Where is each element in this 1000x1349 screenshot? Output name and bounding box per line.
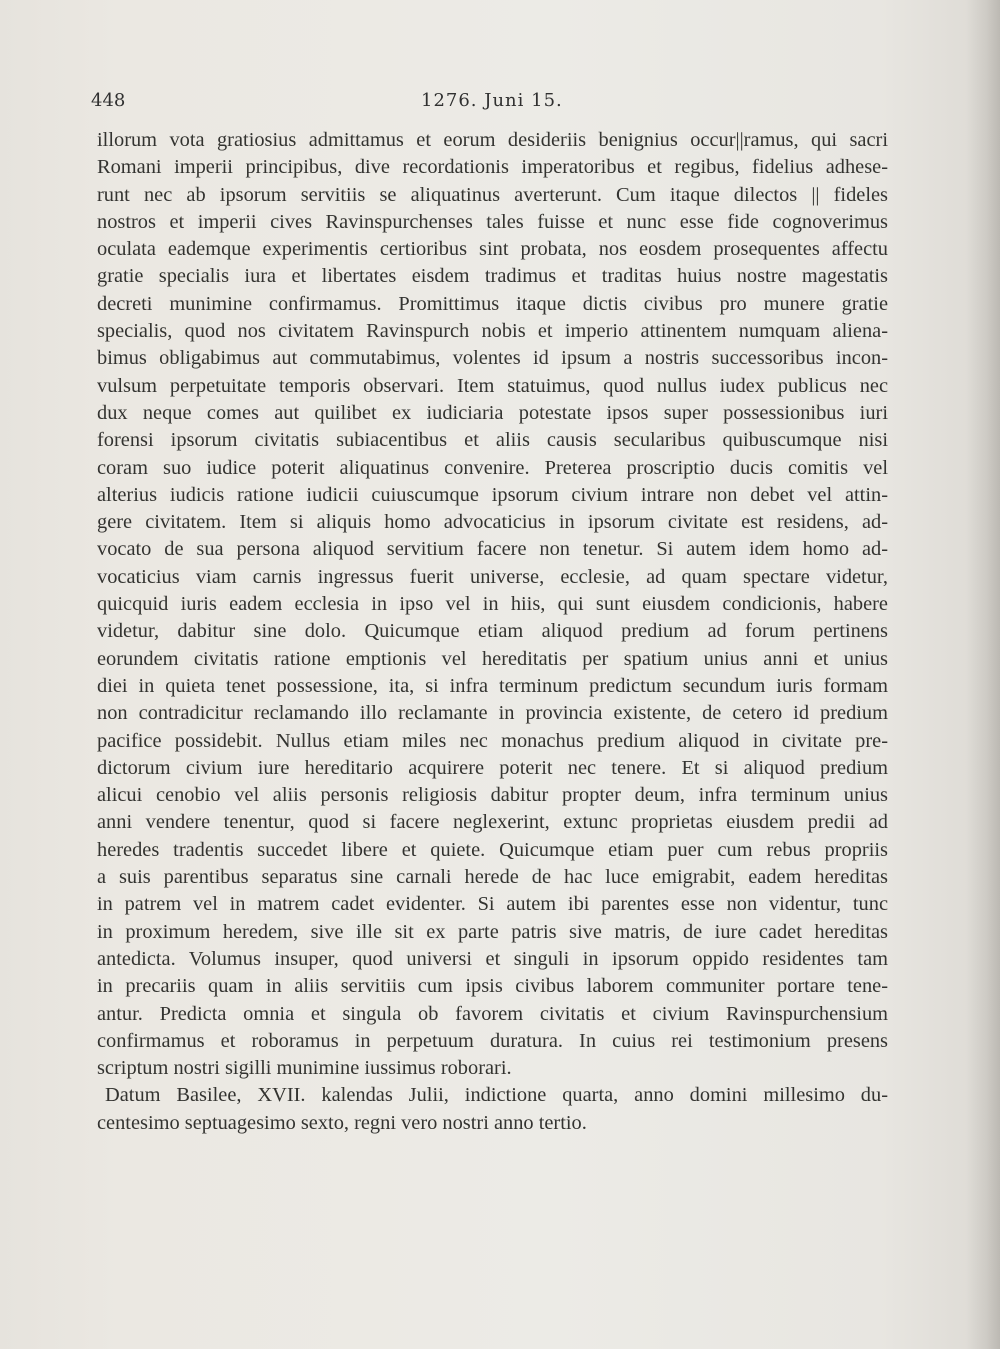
text-line: gratie specialis iura et libertates eisdem tradimus et traditas huius nostre magestatis	[97, 265, 888, 288]
paragraph-charter-text	[97, 127, 888, 1082]
text-line: antedicta. Volumus insuper, quod universi et singuli in ipsorum oppido residentes tam	[97, 947, 888, 970]
text-line: confirmamus et roboramus in perpetuum duratura. In cuius rei testimonium presens	[97, 1029, 888, 1052]
text-line: pacifice possidebit. Nullus etiam miles nec monachus predium aliquod in civitate pre-	[97, 729, 888, 752]
text-line: Romani imperii principibus, dive recordationis imperatoribus et regibus, fidelius adhese-	[97, 156, 888, 179]
text-line: illorum vota gratiosius admittamus et eorum desideriis benignius occur||ramus, qui sacri	[97, 129, 888, 151]
text-line: a suis parentibus separatus sine carnali herede de hac luce emigrabit, eadem hereditas	[97, 866, 888, 889]
text-line: forensi ipsorum civitatis subiacentibus et aliis causis secularibus quibuscumque nisi	[97, 429, 888, 452]
text-line: vulsum perpetuitate temporis observari. Item statuimus, quod nullus iudex publicus nec	[97, 374, 888, 397]
text-line: eorundem civitatis ratione emptionis vel hereditatis per spatium unius anni et unius	[97, 647, 888, 670]
text-line: alterius iudicis ratione iudicii cuiuscumque ipsorum civium intrare non debet vel attin-	[97, 483, 888, 506]
text-line: decreti munimine confirmamus. Promittimus itaque dictis civibus pro munere gratie	[97, 292, 888, 315]
text-line: vocaticius viam carnis ingressus fuerit universe, ecclesie, ad quam spectare videtur,	[97, 565, 888, 588]
text-line: oculata eademque experimentis certioribus sint probata, nos eosdem prosequentes affectu	[97, 238, 888, 261]
text-line: vocato de sua persona aliquod servitium facere non tenetur. Si autem idem homo ad-	[97, 538, 888, 561]
text-line: quicquid iuris eadem ecclesia in ipso vel in hiis, qui sunt eiusdem condicionis, habere	[97, 593, 888, 616]
text-line: specialis, quod nos civitatem Ravinspurch nobis et imperio attinentem numquam aliena-	[97, 320, 888, 343]
body-text	[97, 127, 888, 1137]
text-line: gere civitatem. Item si aliquis homo advocaticius in ipsorum civitate est residens, ad-	[97, 511, 888, 534]
running-title: 1276. Juni 15.	[421, 90, 563, 111]
page-binding-shadow	[966, 0, 1000, 1349]
text-line: in proximum heredem, sive ille sit ex parte patris sive matris, de iure cadet hereditas	[97, 920, 888, 943]
text-line: heredes tradentis succedet libere et quiete. Quicumque etiam puer cum rebus propriis	[97, 838, 888, 861]
text-line: bimus obligabimus aut commutabimus, volentes id ipsum a nostris successoribus incon-	[97, 347, 888, 370]
text-line: alicui cenobio vel aliis personis religiosis dabitur propter deum, infra terminum unius	[97, 784, 888, 807]
text-line: scriptum nostri sigilli munimine iussimus roborari.	[97, 1057, 512, 1080]
text-line: Datum Basilee, XVII. kalendas Julii, indictione quarta, anno domini millesimo du-	[105, 1084, 888, 1107]
page-number: 448	[91, 90, 126, 111]
paragraph-dating-clause	[97, 1082, 888, 1137]
text-line: diei in quieta tenet possessione, ita, si infra terminum predictum secundum iuris formam	[97, 674, 888, 697]
text-line: non contradicitur reclamando illo reclamante in provincia existente, de cetero id predium	[97, 702, 888, 725]
text-line: anni vendere tenentur, quod si facere neglexerint, extunc proprietas eiusdem predii ad	[97, 811, 888, 834]
text-line: in patrem vel in matrem cadet evidenter. Si autem ibi parentes esse non videntur, tunc	[97, 893, 888, 916]
text-line: centesimo septuagesimo sexto, regni vero nostri anno tertio.	[97, 1111, 587, 1134]
text-line: nostros et imperii cives Ravinspurchenses tales fuisse et nunc esse fide cognoverimus	[97, 210, 888, 233]
text-line: coram suo iudice poterit aliquatinus convenire. Preterea proscriptio ducis comitis vel	[97, 456, 888, 479]
page-header	[91, 90, 891, 120]
text-line: videtur, dabitur sine dolo. Quicumque etiam aliquod predium ad forum pertinens	[97, 620, 888, 643]
text-line: dux neque comes aut quilibet ex iudiciaria potestate ipsos super possessionibus iuri	[97, 401, 888, 424]
text-line: in precariis quam in aliis servitiis cum ipsis civibus laborem communiter portare tene-	[97, 975, 888, 998]
text-line: dictorum civium iure hereditario acquirere poterit nec tenere. Et si aliquod predium	[97, 756, 888, 779]
text-line: runt nec ab ipsorum servitiis se aliquatinus averterunt. Cum itaque dilectos || fideles	[97, 183, 888, 206]
text-line: antur. Predicta omnia et singula ob favorem civitatis et civium Ravinspurchensium	[97, 1002, 888, 1025]
